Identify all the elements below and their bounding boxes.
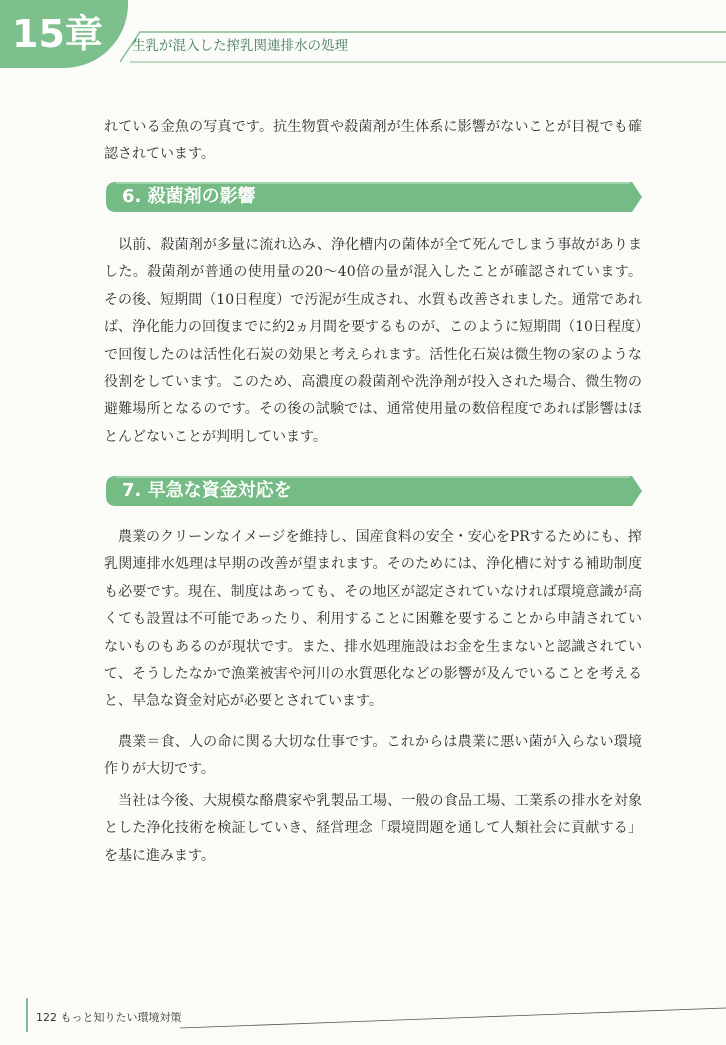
chapter-title: 生乳が混入した搾乳関連排水の処理 (132, 38, 348, 54)
page-number: 122 (36, 1011, 57, 1024)
section-heading-6 (104, 180, 644, 214)
section-title: 7. 早急な資金対応を (122, 480, 292, 501)
page-header (0, 0, 726, 80)
chapter-tab (0, 0, 128, 68)
section-heading-7 (104, 474, 644, 508)
page-footer (0, 990, 726, 1045)
section-6-paragraph: 以前、殺菌剤が多量に流れ込み、浄化槽内の菌体が全て死んでしまう事故がありました。殺菌剤が普通の使用量の20〜40倍の量が混入したことが確認されています。その後、短期間（10日程度）で汚泥が生成され、水質も改善されました。通常であれば、浄化能力の回復までに約2ヵ月間を要するものが、このように短期間（10日程度）で回復したのは活性化石炭の効果と考えられます。活性化石炭は微生物の家のような役割をしています。このため、高濃度の殺菌剤や洗浄剤が投入された場合、微生物の避難場所となるのです。その後の試験では、通常使用量の数倍程度であれば影響はほとんどないことが判明しています。 (104, 237, 642, 445)
chapter-number: 15章 (12, 12, 103, 56)
section-7-paragraph-3: 当社は今後、大規模な酪農家や乳製品工場、一般の食品工場、工業系の排水を対象とした浄化技術を検証していき、経営理念「環境問題を通して人類社会に貢献する」を基に進みます。 (104, 793, 642, 864)
section-title: 6. 殺菌剤の影響 (122, 186, 256, 207)
footer-accent-bar (26, 998, 28, 1032)
footer-text (36, 1010, 182, 1026)
section-7-paragraph-2: 農業＝食、人の命に関る大切な仕事です。これからは農業に悪い菌が入らない環境作りが大切です。 (104, 734, 642, 778)
intro-paragraph: れている金魚の写真です。抗生物質や殺菌剤が生体系に影響がないことが目視でも確認されています。 (104, 119, 642, 163)
section-7-paragraph-1: 農業のクリーンなイメージを維持し、国産食料の安全・安心をPRするためにも、搾乳関連排水処理は早期の改善が望まれます。そのためには、浄化槽に対する補助制度も必要です。現在、制度はあっても、その地区が認定されていなければ環境意識が高くても設置は不可能であったり、利用することに困難を要することから申請されていないものもあるのが現状です。また、排水処理施設はお金を生まないと認識されていて、そうしたなかで漁業被害や河川の水質悪化などの影響が及んでいることを考えると、早急な資金対応が必要とされています。 (104, 529, 642, 710)
book-title: もっと知りたい環境対策 (60, 1011, 182, 1024)
